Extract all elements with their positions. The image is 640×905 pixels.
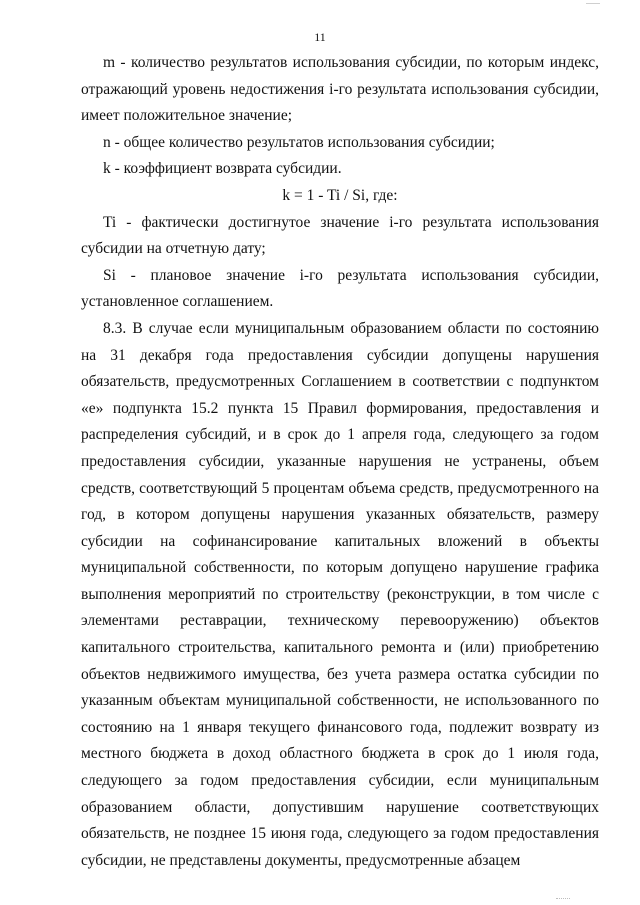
formula-k: k = 1 - Ti / Si, где: [282,186,398,204]
paragraph-ti-definition: Ti - фактически достигнутое значение i-го результата использования субсидии на отчетную дату; [81,213,599,258]
page-number: 11 [314,30,326,44]
paragraph-si-definition: Si - плановое значение i-го результата использования субсидии, установленное соглашением. [81,266,599,311]
scan-artifact-bottom [556,895,570,899]
paragraph-m-definition: m - количество результатов использования субсидии, по которым индекс, отражающий уровень недостижения i-го результата использования субсидии, имеет положительное значение; [81,54,599,125]
scan-artifact-top [586,0,600,4]
document-body [81,50,599,874]
paragraph-k-definition: k - коэффициент возврата субсидии. [103,160,342,178]
paragraph-clause-8-3: 8.3. В случае если муниципальным образованием области по состоянию на 31 декабря года предоставления субсидии допущены нарушения обязательств, предусмотренных Соглашением в соответствии с подпунктом «е» подпункта 15.2 пункта 15 Правил формирования, предоставления и распределения субсидий, и в срок до 1 апреля года, следующего за годом предоставления субсидии, указанные нарушения не устранены, объем средств, соответствующий 5 процентам объема средств, предусмотренного на год, в котором допущены нарушения указанных обязательств, размеру субсидии на софинансирование капитальных вложений в объекты муниципальной собственности, по которым допущено нарушение графика выполнения мероприятий по строительству (реконструкции, в том числе с элементами реставрации, техническому перевооружению) объектов капитального строительства, капитального ремонта и (или) приобретению объектов недвижимого имущества, без учета размера остатка субсидии по указанным объектам муниципальной собственности, не использованного по состоянию на 1 января текущего финансового года, подлежит возврату из местного бюджета в доход областного бюджета в срок до 1 июля года, следующего за годом предоставления субсидии, если муниципальным образованием области, допустившим нарушение соответствующих обязательств, не позднее 15 июня года, следующего за годом предоставления субсидии, не представлены документы, предусмотренные абзацем [81,319,599,869]
paragraph-n-definition: n - общее количество результатов использования субсидии; [103,133,495,151]
